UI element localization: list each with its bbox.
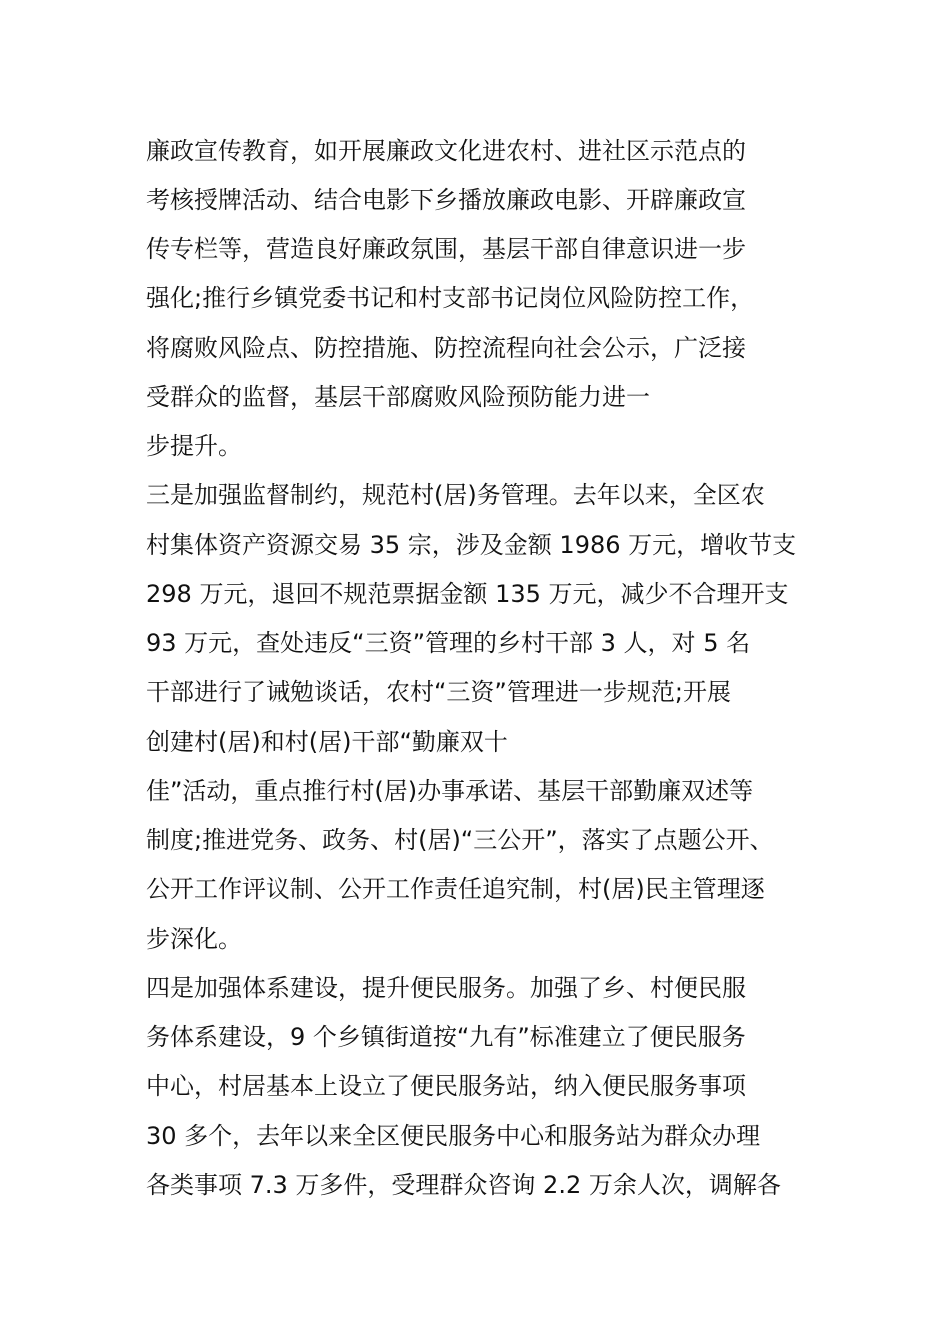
text-line: 四是加强体系建设，提升便民服务。加强了乡、村便民服 [146, 974, 746, 1002]
text-line: 村集体资产资源交易 35 宗，涉及金额 1986 万元，增收节支 [146, 531, 797, 559]
text-line: 干部进行了诫勉谈话，农村“三资”管理进一步规范;开展 [146, 678, 731, 706]
text-line: 务体系建设，9 个乡镇街道按“九有”标准建立了便民服务 [146, 1023, 746, 1051]
text-line: 创建村(居)和村(居)干部“勤廉双十 [146, 728, 508, 756]
text-line: 传专栏等，营造良好廉政氛围，基层干部自律意识进一步 [146, 235, 746, 263]
text-line: 佳”活动，重点推行村(居)办事承诺、基层干部勤廉双述等 [146, 777, 754, 805]
text-line: 各类事项 7.3 万多件，受理群众咨询 2.2 万余人次，调解各 [146, 1171, 781, 1199]
text-line: 298 万元，退回不规范票据金额 135 万元，减少不合理开支 [146, 580, 789, 608]
text-line: 30 多个，去年以来全区便民服务中心和服务站为群众办理 [146, 1122, 761, 1150]
text-line: 将腐败风险点、防控措施、防控流程向社会公示，广泛接 [146, 334, 746, 362]
text-line: 公开工作评议制、公开工作责任追究制，村(居)民主管理逐 [146, 875, 765, 903]
text-line: 受群众的监督，基层干部腐败风险预防能力进一 [146, 383, 650, 411]
text-line: 中心，村居基本上设立了便民服务站，纳入便民服务事项 [146, 1072, 746, 1100]
text-line: 强化;推行乡镇党委书记和村支部书记岗位风险防控工作， [146, 284, 755, 312]
text-line: 步提升。 [146, 432, 242, 460]
text-line: 制度;推进党务、政务、村(居)“三公开”，落实了点题公开、 [146, 826, 774, 854]
text-line: 廉政宣传教育，如开展廉政文化进农村、进社区示范点的 [146, 137, 746, 165]
text-line: 考核授牌活动、结合电影下乡播放廉政电影、开辟廉政宣 [146, 186, 746, 214]
text-line: 93 万元，查处违反“三资”管理的乡村干部 3 人，对 5 名 [146, 629, 751, 657]
text-line: 三是加强监督制约，规范村(居)务管理。去年以来，全区农 [146, 481, 765, 509]
text-line: 步深化。 [146, 925, 242, 953]
